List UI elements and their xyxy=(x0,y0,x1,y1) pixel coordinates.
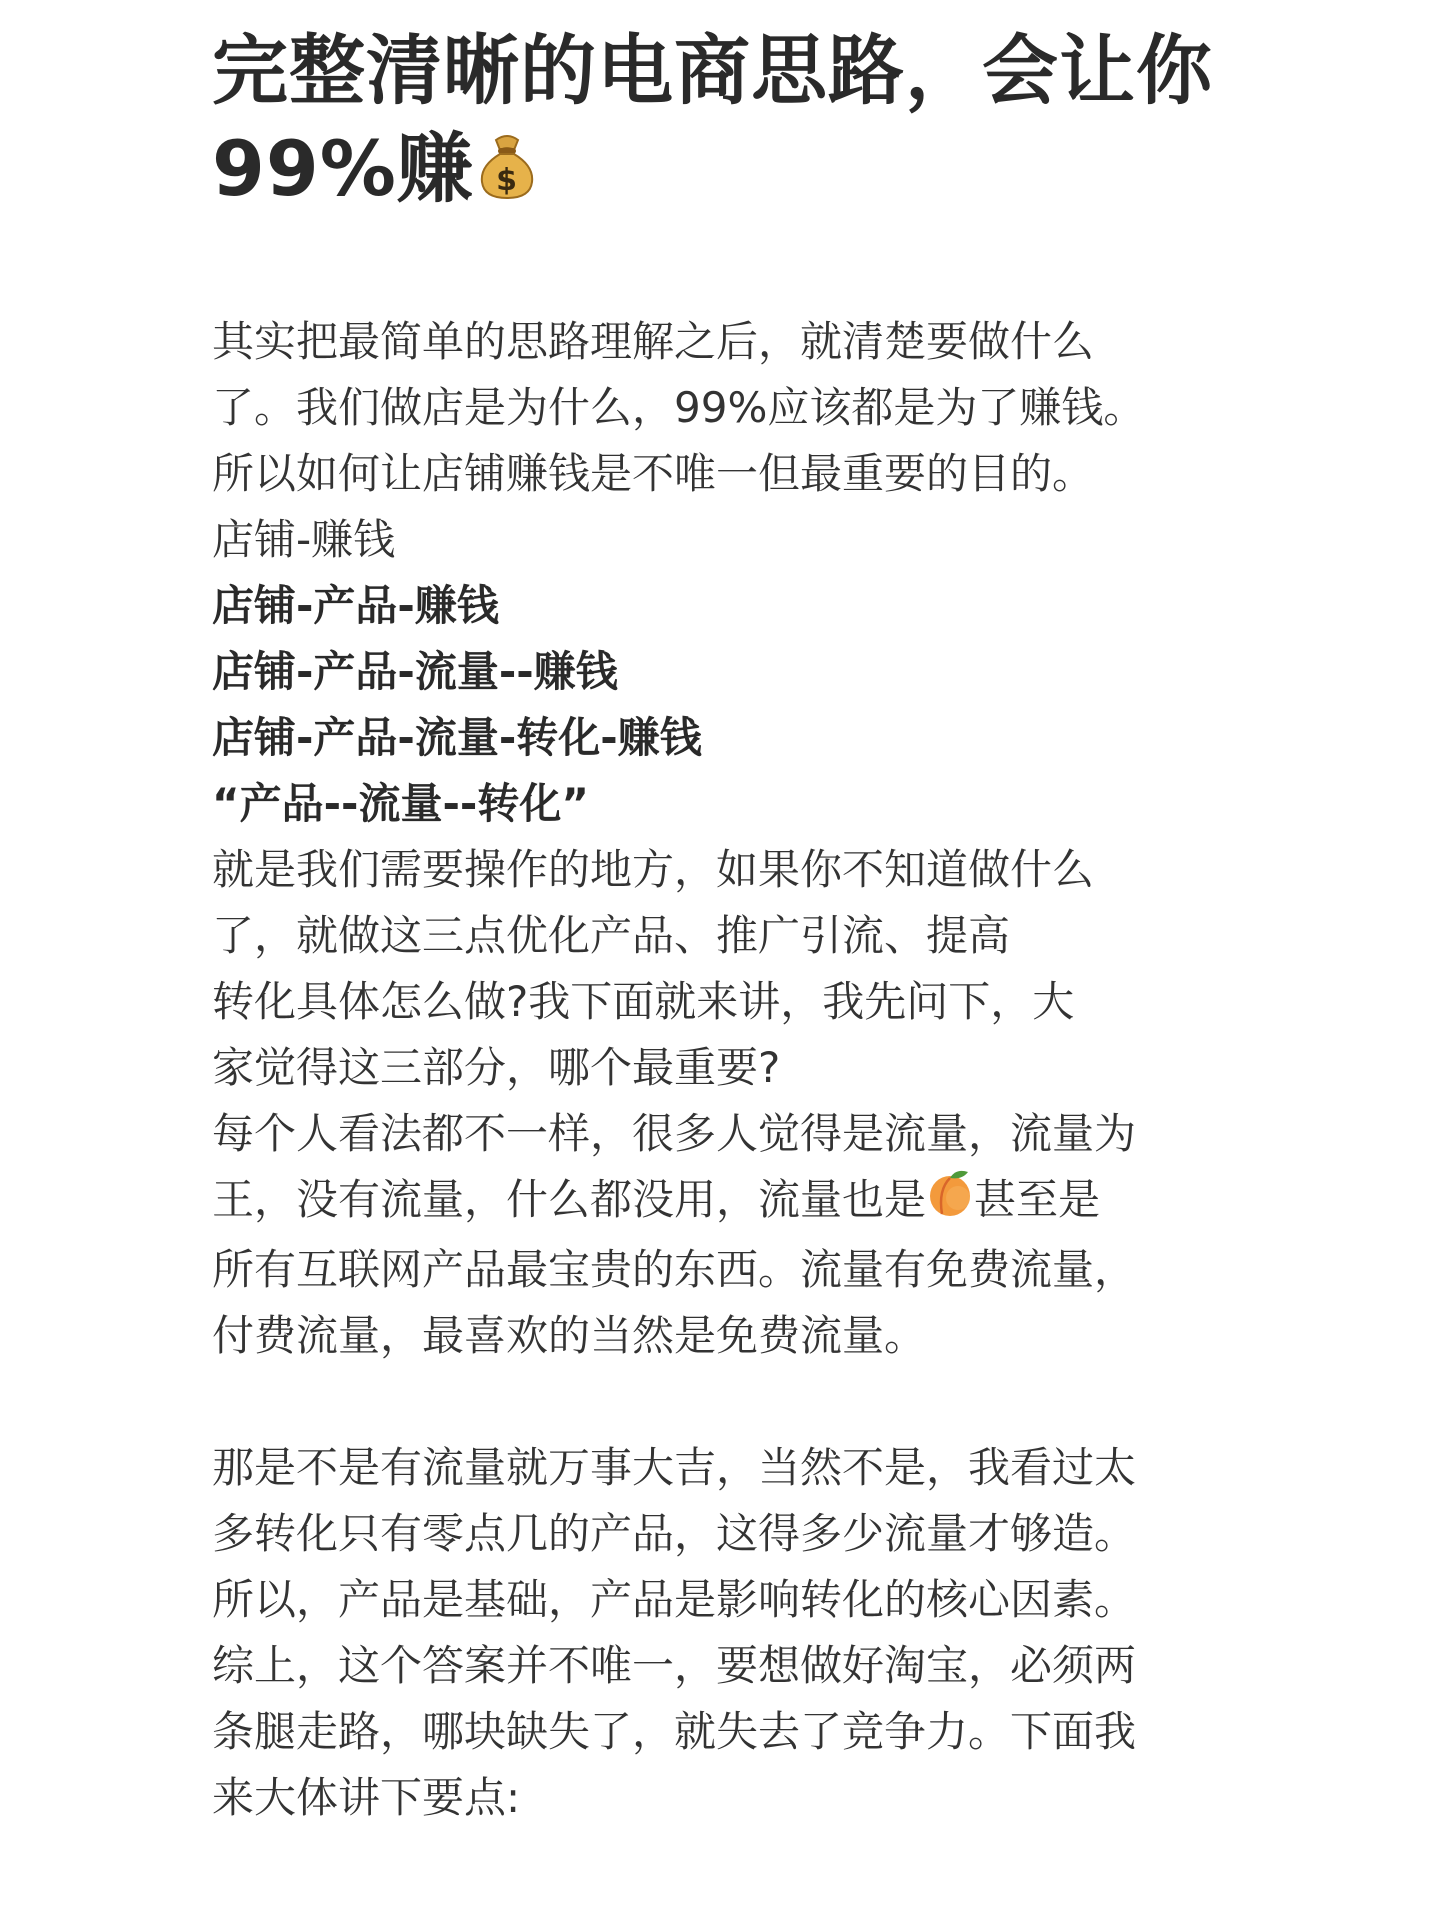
text-line: 多转化只有零点几的产品，这得多少流量才够造。 xyxy=(212,1509,1137,1558)
text-line: 所以如何让店铺赚钱是不唯一但最重要的目的。 xyxy=(212,449,1095,498)
text-line: 条腿走路，哪块缺失了，就失去了竞争力。下面我 xyxy=(212,1707,1137,1756)
text-line: 那是不是有流量就万事大吉，当然不是，我看过太 xyxy=(212,1443,1137,1492)
article xyxy=(212,0,1252,1831)
peach-line-after: 甚至是 xyxy=(974,1175,1101,1224)
text-line: 家觉得这三部分，哪个最重要? xyxy=(212,1043,781,1092)
text-line: 所以，产品是基础，产品是影响转化的核心因素。 xyxy=(212,1575,1137,1624)
peach-icon xyxy=(926,1168,974,1237)
bold-line: “产品--流量--转化” xyxy=(212,779,589,828)
text-line: 所有互联网产品最宝贵的东西。流量有免费流量， xyxy=(212,1245,1137,1294)
text-line: 了。我们做店是为什么，99%应该都是为了赚钱。 xyxy=(212,383,1146,432)
bold-line: 店铺-产品-流量--赚钱 xyxy=(212,647,618,696)
paragraph-1 xyxy=(212,309,1252,1369)
paragraph-3 xyxy=(212,1435,1252,1831)
article-body xyxy=(212,309,1252,1831)
bold-line: 店铺-产品-赚钱 xyxy=(212,581,499,630)
title-line-2-text: 99%赚 xyxy=(212,124,474,213)
text-line: 转化具体怎么做?我下面就来讲，我先问下，大 xyxy=(212,977,1075,1026)
svg-text:$: $ xyxy=(495,163,518,198)
peach-line xyxy=(212,1167,1252,1237)
text-line: 了，就做这三点优化产品、推广引流、提高 xyxy=(212,911,1011,960)
text-line: 其实把最简单的思路理解之后，就清楚要做什么 xyxy=(212,317,1095,366)
paragraph-gap xyxy=(212,1369,1252,1435)
bold-line: 店铺-产品-流量-转化-赚钱 xyxy=(212,713,702,762)
title-line-2 xyxy=(212,120,1252,223)
title-line-1: 完整清晰的电商思路，会让你 xyxy=(212,26,1213,115)
peach-line-before: 王，没有流量，什么都没用，流量也是 xyxy=(212,1175,927,1224)
text-line: 来大体讲下要点: xyxy=(212,1773,521,1822)
text-line: 店铺-赚钱 xyxy=(212,515,396,564)
text-line: 综上，这个答案并不唯一，要想做好淘宝，必须两 xyxy=(212,1641,1137,1690)
text-line: 就是我们需要操作的地方，如果你不知道做什么 xyxy=(212,845,1095,894)
article-title xyxy=(212,0,1252,223)
text-line: 每个人看法都不一样，很多人觉得是流量，流量为 xyxy=(212,1109,1137,1158)
money-bag-icon xyxy=(474,125,540,223)
text-line: 付费流量，最喜欢的当然是免费流量。 xyxy=(212,1311,927,1360)
